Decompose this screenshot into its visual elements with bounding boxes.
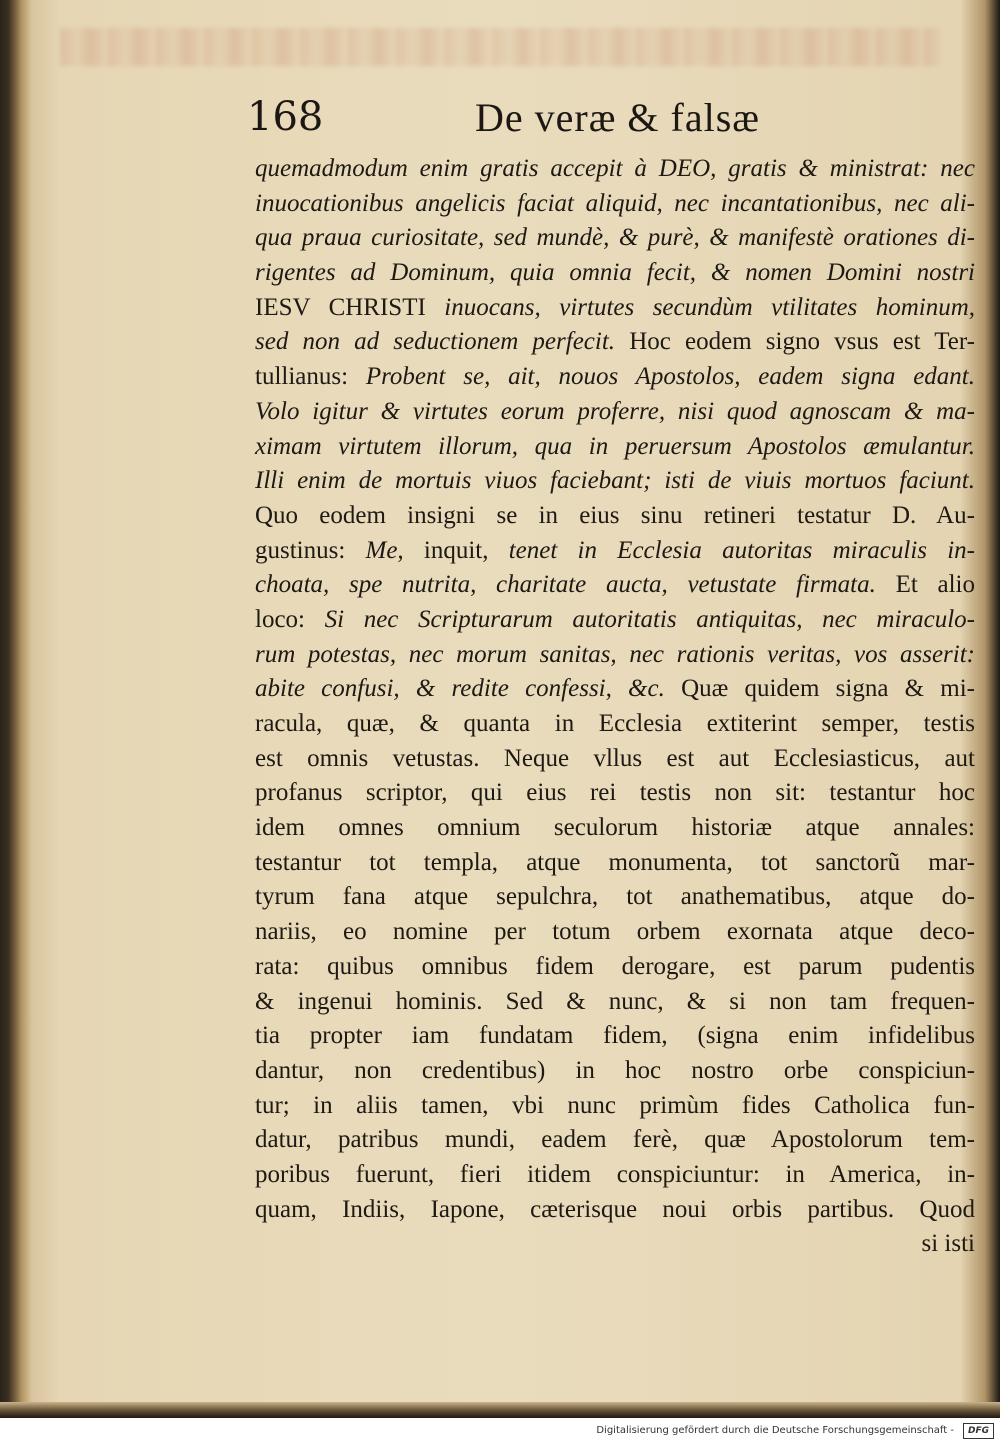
text-line [255, 256, 975, 291]
roman-span: testantur tot templa, atque monumenta, tot sanctorũ mar- [255, 848, 975, 876]
roman-span: gustinus: [255, 536, 366, 564]
roman-span: rata: quibus omnibus fidem derogare, est parum pudentis [255, 952, 975, 980]
italic-span: Volo igitur & virtutes eorum proferre, nisi quod agnoscam & ma- [255, 397, 975, 425]
roman-span: quam, Indiis, Iapone, cæterisque noui orbis partibus. Quod [255, 1195, 975, 1223]
text-block [255, 152, 975, 1262]
text-line [255, 672, 975, 707]
text-line [255, 1158, 975, 1193]
text-line [255, 568, 975, 603]
roman-span: loco: [255, 605, 325, 633]
text-line [255, 1089, 975, 1124]
italic-span: sed non ad seductionem perfecit. [255, 328, 630, 356]
text-line [255, 291, 975, 326]
roman-span: inquit, [423, 536, 509, 564]
text-line [255, 776, 975, 811]
ink-bleed-through [60, 28, 940, 66]
roman-span: si isti [921, 1230, 975, 1258]
text-line [255, 187, 975, 222]
footer-credit: Digitalisierung gefördert durch die Deutsche Forschungsgemeinschaft - [596, 1425, 954, 1436]
text-line [255, 846, 975, 881]
page-bottom-edge [0, 1402, 1000, 1418]
text-line [255, 360, 975, 395]
roman-span: datur, patribus mundi, eadem ferè, quæ Apostolorum tem- [255, 1126, 975, 1154]
italic-span: abite confusi, & redite confessi, &c. [255, 675, 682, 703]
text-line [255, 603, 975, 638]
roman-span: Et alio [895, 571, 975, 599]
roman-span: & ingenui hominis. Sed & nunc, & si non tam frequen- [255, 987, 975, 1015]
text-line [255, 1054, 975, 1089]
text-line [255, 950, 975, 985]
roman-span: poribus fuerunt, fieri itidem conspiciuntur: in America, in- [255, 1160, 975, 1188]
roman-span: dantur, non credentibus) in hoc nostro orbe conspiciun- [255, 1056, 975, 1084]
roman-span: IESV CHRISTI [255, 293, 445, 321]
text-line [255, 464, 975, 499]
text-line [255, 1193, 975, 1228]
italic-span: rigentes ad Dominum, quia omnia fecit, & nomen Domini nostri [255, 259, 975, 287]
italic-span: inuocationibus angelicis faciat aliquid, nec incantationibus, nec ali- [255, 189, 975, 217]
italic-span: Probent se, ait, nouos Apostolos, eadem signa edant. [365, 363, 975, 391]
text-line [255, 915, 975, 950]
roman-span: idem omnes omnium seculorum historiæ atque annales: [255, 814, 975, 842]
text-line [255, 880, 975, 915]
running-head: De veræ & falsæ [475, 95, 760, 140]
italic-span: ximam virtutem illorum, qua in peruersum Apostolos æmulantur. [255, 432, 975, 460]
text-line [255, 811, 975, 846]
text-line [255, 499, 975, 534]
text-line [255, 534, 975, 569]
text-line [255, 1123, 975, 1158]
roman-span: racula, quæ, & quanta in Ecclesia extiterint semper, testis [255, 710, 975, 737]
text-line [255, 395, 975, 430]
italic-span: choata, spe nutrita, charitate aucta, vetustate firmata. [255, 571, 896, 599]
text-line [255, 152, 975, 187]
italic-span: qua praua curiositate, sed mundè, & purè, & manifestè orationes di- [255, 224, 975, 252]
italic-span: tenet in Ecclesia autoritas miraculis in- [508, 536, 976, 564]
dfg-logo: DFG [963, 1423, 994, 1439]
italic-span: Me, [365, 536, 424, 564]
text-line [255, 985, 975, 1020]
roman-span: profanus scriptor, qui eius rei testis non sit: testantur hoc [255, 779, 975, 807]
roman-span: tyrum fana atque sepulchra, tot anathematibus, atque do- [255, 883, 975, 911]
text-line [255, 430, 975, 465]
text-line [255, 221, 975, 256]
italic-span: rum potestas, nec morum sanitas, nec rationis veritas, vos asserit: [255, 640, 975, 668]
italic-span: quemadmodum enim gratis accepit à DEO, gratis & ministrat: nec [255, 155, 975, 182]
italic-span: inuocans, virtutes secundùm vtilitates hominum, [444, 293, 975, 321]
italic-span: Illi enim de mortuis viuos faciebant; isti de viuis mortuos faciunt. [255, 467, 975, 495]
text-line [255, 1227, 975, 1262]
roman-span: tia propter iam fundatam fidem, (signa enim infidelibus [255, 1022, 975, 1050]
roman-span: nariis, eo nomine per totum orbem exornata atque deco- [255, 918, 975, 946]
roman-span: Hoc eodem signo vsus est Ter- [629, 328, 975, 356]
text-line [255, 325, 975, 360]
text-line [255, 742, 975, 777]
text-line [255, 1019, 975, 1054]
roman-span: tullianus: [255, 363, 366, 391]
page-header [235, 88, 975, 148]
roman-span: est omnis vetustas. Neque vllus est aut Ecclesiasticus, aut [255, 744, 975, 772]
text-line [255, 707, 975, 742]
italic-span: Si nec Scripturarum autoritatis antiquitas, nec miraculo- [324, 605, 975, 633]
page-number: 168 [247, 94, 324, 140]
roman-span: Quæ quidem signa & mi- [681, 675, 976, 703]
text-line [255, 638, 975, 673]
roman-span: Quo eodem insigni se in eius sinu retineri testatur D. Au- [255, 501, 975, 529]
roman-span: tur; in aliis tamen, vbi nunc primùm fides Catholica fun- [255, 1091, 975, 1119]
